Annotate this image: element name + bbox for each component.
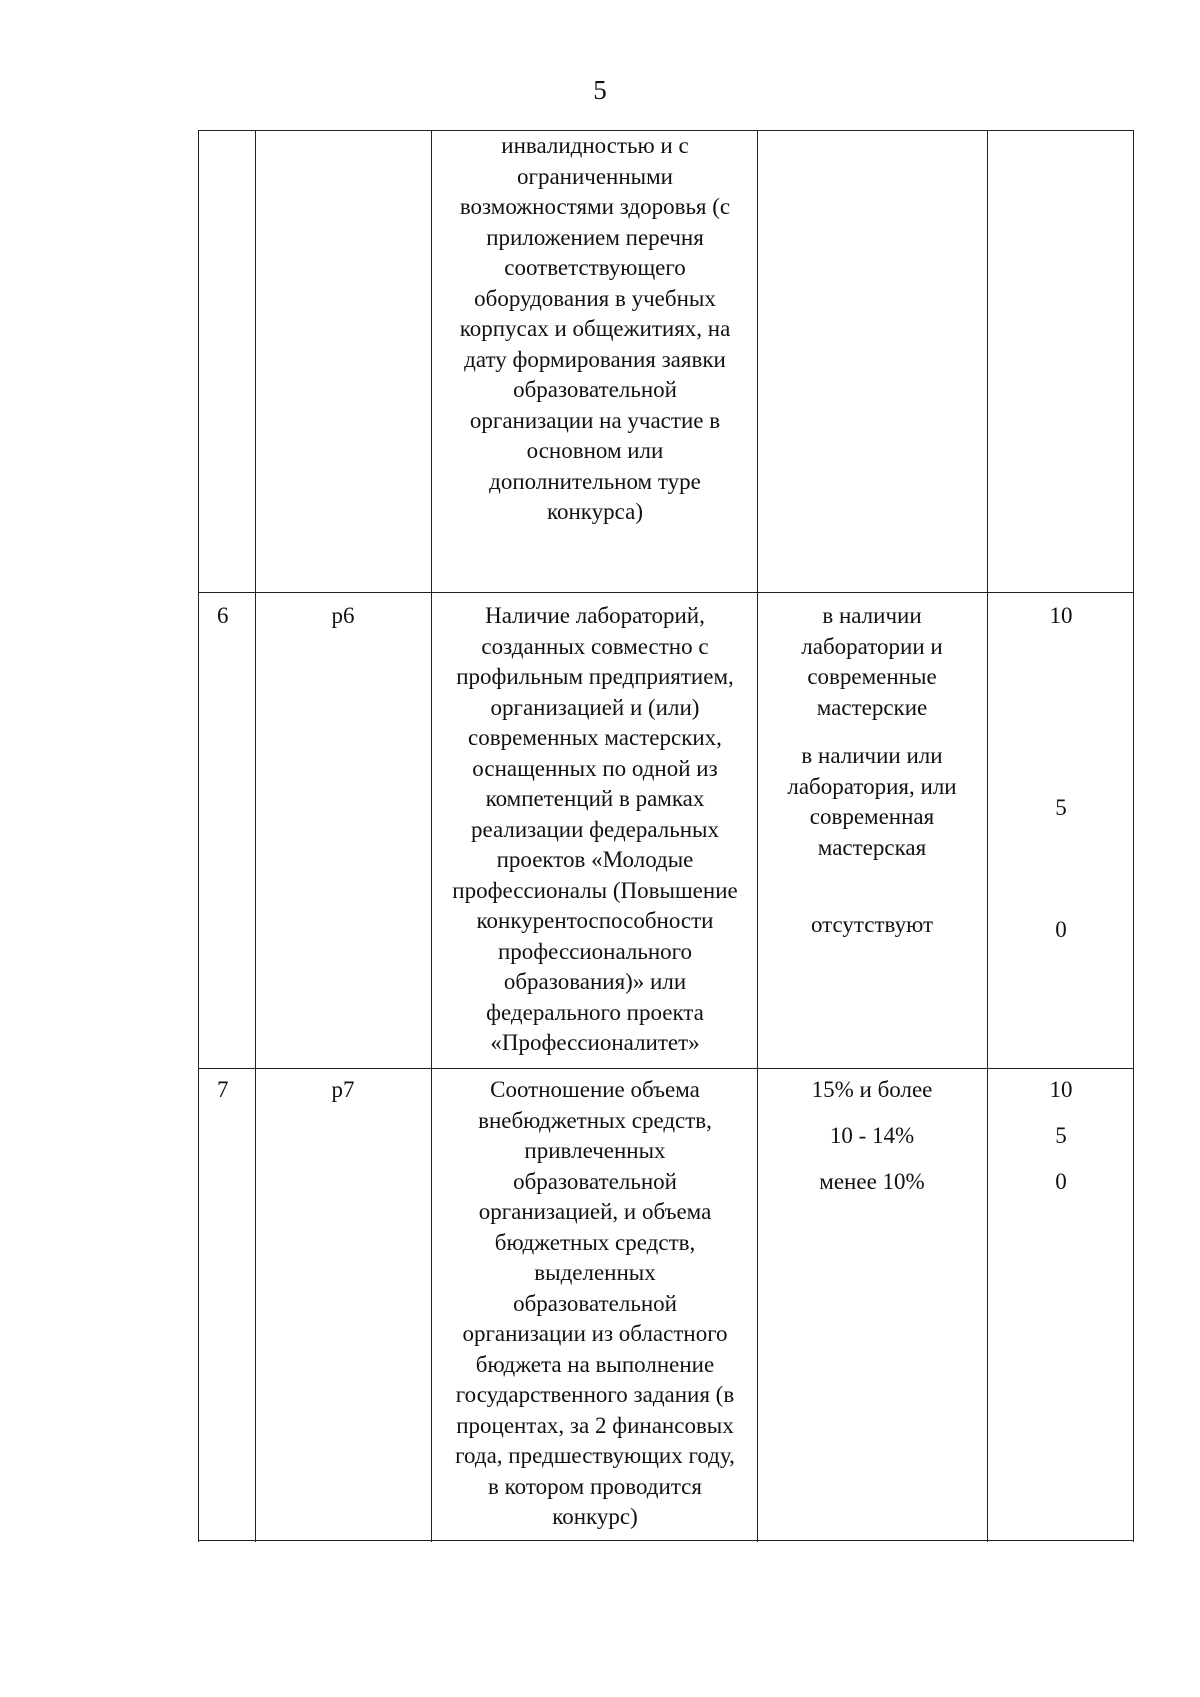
criterion_lines-line: профильным предприятием, [456, 664, 734, 689]
criterion_lines-line: проектов «Молодые [496, 847, 694, 872]
value-cell [759, 601, 985, 723]
criterion_lines-line: основном или [526, 438, 664, 463]
table-row-continuation [199, 131, 1135, 592]
value-line: современные [807, 664, 937, 689]
value-line: в наличии или [801, 743, 943, 768]
criterion_lines-line: бюджета на выполнение [475, 1351, 715, 1377]
criterion_lines-line: возможностями здоровья (с [459, 194, 731, 219]
criterion_lines-line: реализации федеральных [470, 816, 719, 842]
criterion_lines-line: привлеченных [524, 1138, 666, 1163]
value-line: 10 - 14% [829, 1123, 915, 1148]
criterion_lines-line: современных мастерских, [468, 725, 722, 750]
criterion_lines-line: Соотношение объема [490, 1077, 700, 1102]
criterion_lines-line: корпусах и общежитиях, на [459, 316, 731, 341]
criterion_lines-line: внебюджетных средств, [478, 1107, 712, 1133]
criterion_lines-line: Наличие лабораторий, [485, 603, 705, 628]
criterion_lines-line: ограниченными [517, 163, 673, 189]
criterion_lines-line: образовательной [513, 1168, 677, 1194]
criterion_lines-line: образовательной [513, 377, 677, 402]
criterion_lines-line: компетенций в рамках [485, 786, 705, 811]
criterion_lines-line: бюджетных средств, [494, 1229, 696, 1255]
criterion_lines-line: организацией, и объема [478, 1199, 712, 1224]
criterion-cell [435, 1075, 755, 1533]
criterion-cell [435, 131, 755, 528]
criterion_lines-line: оборудования в учебных [474, 285, 716, 311]
criterion_lines-line: конкурса) [546, 499, 644, 524]
row-separator [198, 1540, 1134, 1541]
criterion_lines-line: в котором проводится [488, 1473, 702, 1499]
value-line: в наличии [822, 603, 922, 628]
table-row [199, 593, 1135, 1068]
value-cell [759, 1167, 985, 1198]
criterion_lines-line: инвалидностью и с [501, 133, 689, 158]
criterion_lines-line: конкурентоспособности [476, 908, 714, 933]
criterion_lines-line: дополнительном туре [489, 468, 701, 494]
criterion_lines-line: соответствующего [504, 255, 686, 280]
criterion_lines-line: образовательной [513, 1290, 677, 1316]
criterion_lines-line: организацией и (или) [490, 694, 700, 720]
row-number: 6 [217, 603, 229, 628]
row-number: 7 [217, 1077, 229, 1102]
page-number: 5 [593, 75, 607, 105]
table-row [199, 1069, 1135, 1540]
criterion_lines-line: дату формирования заявки [464, 346, 726, 372]
value-cell [759, 741, 985, 863]
score-cell: 0 [1055, 1169, 1067, 1194]
value-line: современная [809, 804, 935, 829]
criterion_lines-line: организации из областного [462, 1321, 728, 1346]
criterion-cell [435, 601, 755, 1059]
value-line: мастерские [816, 694, 928, 720]
criterion_lines-line: созданных совместно с [481, 633, 709, 659]
value-line: 15% и более [811, 1077, 933, 1102]
value-cell [759, 910, 985, 941]
score-cell: 10 [1049, 603, 1073, 628]
score-cell: 0 [1055, 917, 1067, 942]
value-line: лаборатория, или [787, 773, 957, 799]
value-line: отсутствуют [810, 912, 934, 937]
criterion_lines-line: организации на участие в [469, 407, 721, 433]
criterion_lines-line: «Профессионалитет» [490, 1030, 700, 1055]
criterion_lines-line: выделенных [534, 1260, 656, 1285]
criterion_lines-line: профессионального [497, 938, 693, 964]
score-cell: 5 [1055, 1123, 1067, 1148]
value-line: менее 10% [819, 1169, 925, 1194]
row-code: р7 [331, 1077, 355, 1102]
criterion_lines-line: оснащенных по одной из [472, 755, 718, 781]
criterion_lines-line: приложением перечня [486, 224, 704, 250]
criterion_lines-line: процентах, за 2 финансовых [456, 1412, 734, 1438]
value-cell [759, 1121, 985, 1152]
value-line: лаборатории и [801, 633, 943, 659]
criterion_lines-line: профессионалы (Повышение [452, 877, 738, 903]
row-code: р6 [331, 603, 355, 628]
score-cell: 10 [1049, 1077, 1073, 1102]
value-cell [759, 1075, 985, 1106]
criterion_lines-line: конкурс) [552, 1504, 638, 1529]
criterion_lines-line: государственного задания (в [455, 1382, 735, 1407]
criterion_lines-line: года, предшествующих году, [455, 1443, 735, 1468]
criteria-table [198, 130, 1134, 1542]
score-cell: 5 [1055, 795, 1067, 820]
criterion_lines-line: образования)» или [503, 969, 687, 994]
criterion_lines-line: федерального проекта [486, 999, 704, 1025]
value-line: мастерская [817, 834, 927, 860]
